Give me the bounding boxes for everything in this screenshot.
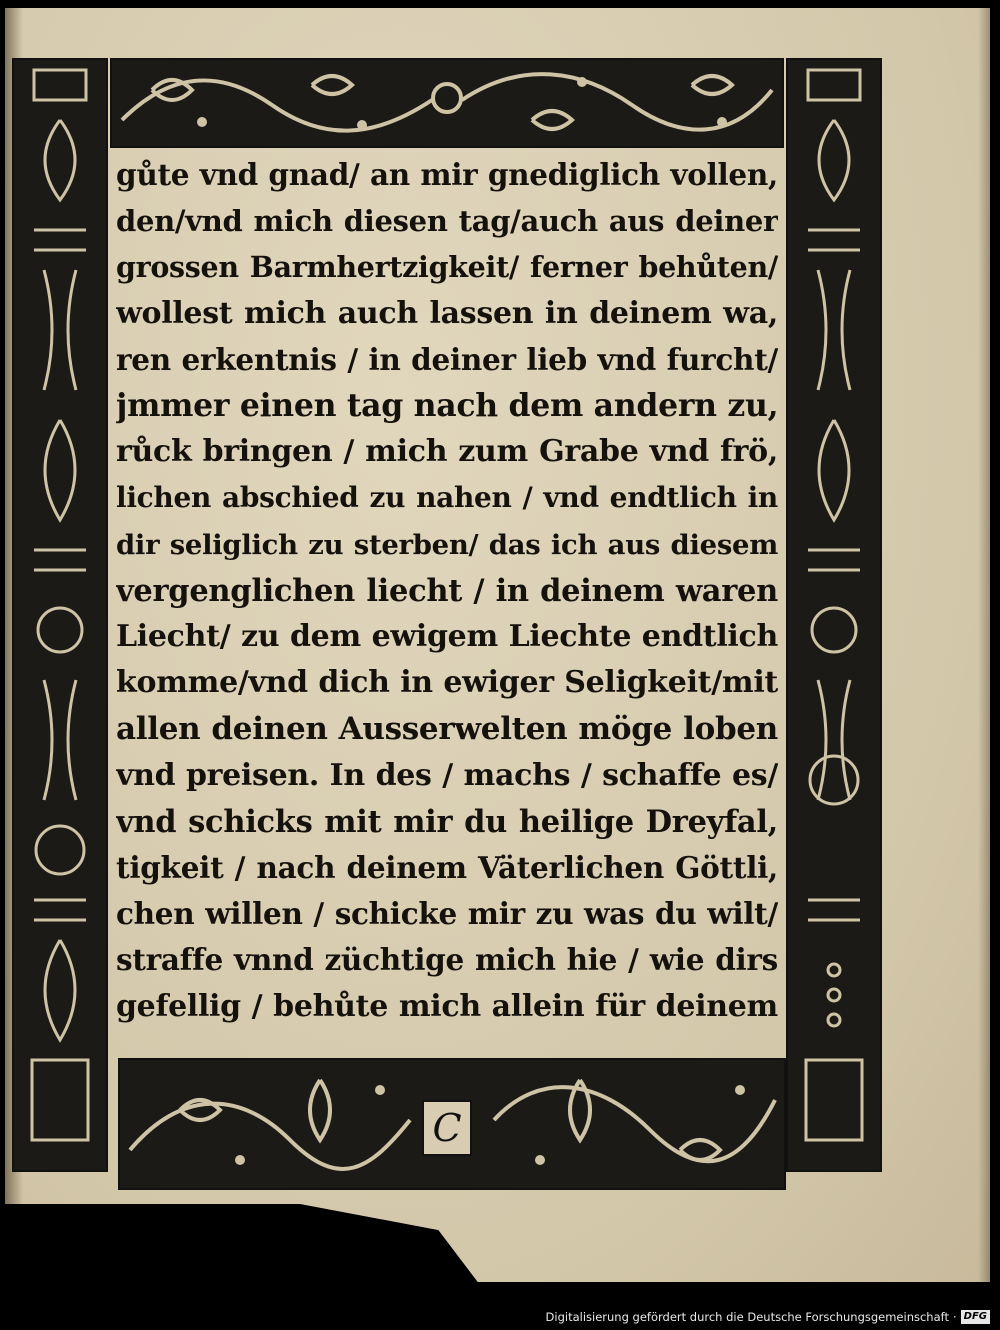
text-line: lichen abschied zu nahen / vnd endtlich in (116, 481, 778, 515)
text-line: gůte vnd gnad/ an mir gnediglich vollen, (116, 157, 778, 192)
text-line: ren erkentnis / in deiner lieb vnd furcht/ (116, 341, 778, 377)
text-line: chen willen / schicke mir zu was du wilt/ (116, 896, 778, 932)
text-line: jmmer einen tag nach dem andern zu, (116, 387, 778, 425)
ornament-border-top (110, 58, 784, 148)
text-line: allen deinen Ausserwelten möge loben (116, 711, 778, 748)
text-line: Liecht/ zu dem ewigem Liechte endtlich (116, 619, 778, 655)
ornament-border-left (12, 58, 108, 1172)
text-line: gefellig / behůte mich allein für deinem (116, 988, 778, 1024)
funding-credit-text: Digitalisierung gefördert durch die Deutsche Forschungsgemeinschaft (545, 1310, 949, 1324)
text-line: vnd preisen. In des / machs / schaffe es/ (116, 757, 778, 793)
text-line: dir seliglich zu sterben/ das ich aus diesem (116, 528, 778, 561)
column-ornament-icon (14, 60, 106, 1170)
text-line: růck bringen / mich zum Grabe vnd frö, (116, 434, 778, 470)
text-line: tigkeit / nach deinem Väterlichen Göttli, (116, 850, 778, 886)
page-edge-shadow (978, 8, 990, 1308)
text-line: den/vnd mich diesen tag/auch aus deiner (116, 204, 778, 239)
text-line: straffe vnnd züchtige mich hie / wie dirs (116, 942, 778, 978)
footer-credit (546, 1310, 990, 1324)
footer-separator: · (953, 1310, 957, 1324)
text-line: komme/vnd dich in ewiger Seligkeit/mit (116, 665, 778, 701)
vine-ornament-icon (112, 60, 782, 146)
signature-mark: C (422, 1100, 472, 1156)
dfg-logo-icon: DFG (961, 1310, 990, 1324)
ornament-border-right (786, 58, 882, 1172)
text-line: vergenglichen liecht / in deinem waren (116, 572, 778, 609)
text-line: wollest mich auch lassen in deinem wa, (116, 295, 778, 331)
text-line: grossen Barmhertzigkeit/ ferner behůten/ (116, 250, 778, 285)
page-text-block (116, 152, 778, 1052)
text-line: vnd schicks mit mir du heilige Dreyfal, (116, 803, 778, 840)
column-ornament-icon (788, 60, 880, 1170)
